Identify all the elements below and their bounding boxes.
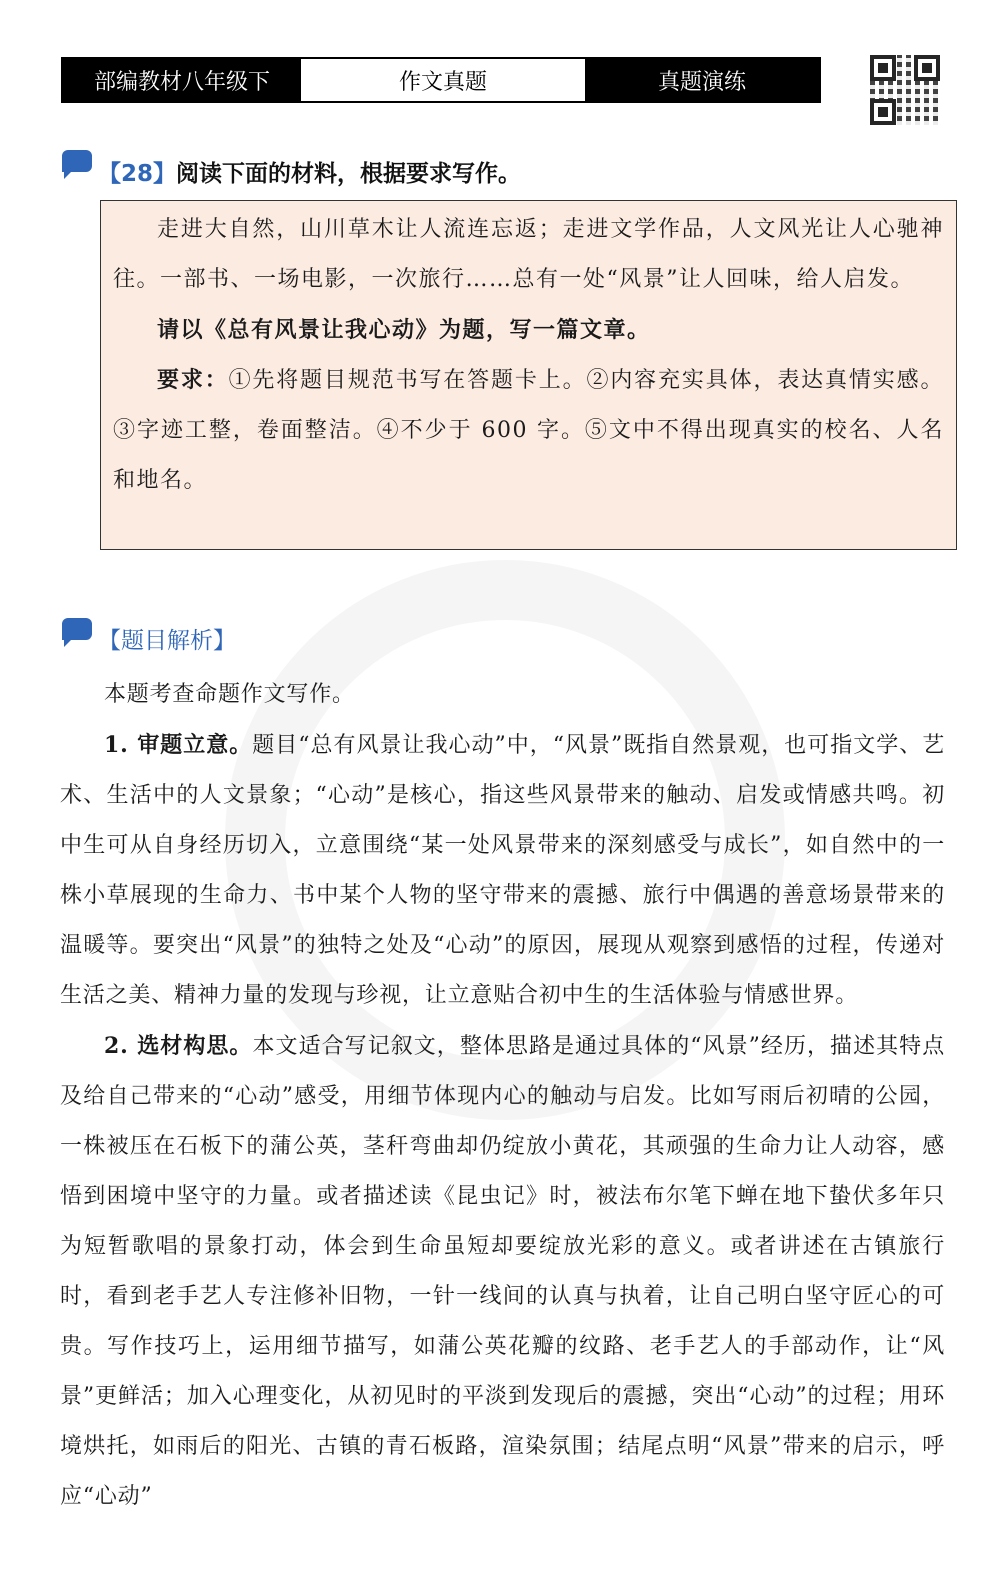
chat-bubble-icon [62,618,92,640]
analysis-body [60,670,945,1522]
material-text: 走进大自然，山川草木让人流连忘返；走进文学作品，人文风光让人心驰神往。一部书、一场电影，一次旅行……总有一处“风景”让人回味，给人启发。 [113,217,944,292]
question-number: 【28】 [98,161,177,187]
paragraph-1-label: 1. 审题立意。 [104,732,253,758]
qr-code-icon[interactable] [870,55,940,125]
header-bar [61,57,821,103]
material-box [100,200,957,550]
writing-prompt: 请以《总有风景让我心动》为题，写一篇文章。 [157,317,651,343]
requirements [113,355,944,506]
analysis-paragraph-1 [60,720,945,1021]
question-title [98,155,521,188]
analysis-intro: 本题考查命题作文写作。 [104,682,355,707]
requirements-label: 要求： [157,367,229,393]
question-instruction: 阅读下面的材料，根据要求写作。 [176,161,522,187]
header-grade-label: 部编教材八年级下 [63,59,301,101]
analysis-paragraph-2 [60,1021,945,1522]
analysis-title: 【题目解析】 [98,628,236,654]
paragraph-2-label: 2. 选材构思。 [104,1033,253,1059]
paragraph-1-text: 题目“总有风景让我心动”中，“风景”既指自然景观，也可指文学、艺术、生活中的人文景象；“心动”是核心，指这些风景带来的触动、启发或情感共鸣。初中生可从自身经历切入，立意围绕“某一处风景带来的深刻感受与成长”，如自然中的一株小草展现的生命力、书中某个人物的坚守带来的震撼、旅行中偶遇的善意场景带来的温暖等。要突出“风景”的独特之处及“心动”的原因，展现从观察到感悟的过程，传递对生活之美、精神力量的发现与珍视，让立意贴合初中生的生活体验与情感世界。 [60,733,946,1008]
paragraph-2-text: 本文适合写记叙文，整体思路是通过具体的“风景”经历，描述其特点及给自己带来的“心动”感受，用细节体现内心的触动与启发。比如写雨后初晴的公园，一株被压在石板下的蒲公英，茎秆弯曲却仍绽放小黄花，其顽强的生命力让人动容，感悟到困境中坚守的力量。或者描述读《昆虫记》时，被法布尔笔下蝉在地下蛰伏多年只为短暂歌唱的景象打动，体会到生命虽短却要绽放光彩的意义。或者讲述在古镇旅行时，看到老手艺人专注修补旧物，一针一线间的认真与执着，让自己明白坚守匠心的可贵。写作技巧上，运用细节描写，如蒲公英花瓣的纹路、老手艺人的手部动作，让“风景”更鲜活；加入心理变化，从初见时的平淡到发现后的震撼，突出“心动”的过程；用环境烘托，如雨后的阳光、古镇的青石板路，渲染氛围；结尾点明“风景”带来的启示，呼应“心动” [60,1034,946,1509]
header-practice-label: 真题演练 [585,59,819,101]
header-section-label: 作文真题 [301,59,585,101]
requirements-text: ①先将题目规范书写在答题卡上。②内容充实具体，表达真情实感。③字迹工整，卷面整洁。④不少于 600 字。⑤文中不得出现真实的校名、人名和地名。 [113,368,944,493]
chat-bubble-icon [62,150,92,172]
